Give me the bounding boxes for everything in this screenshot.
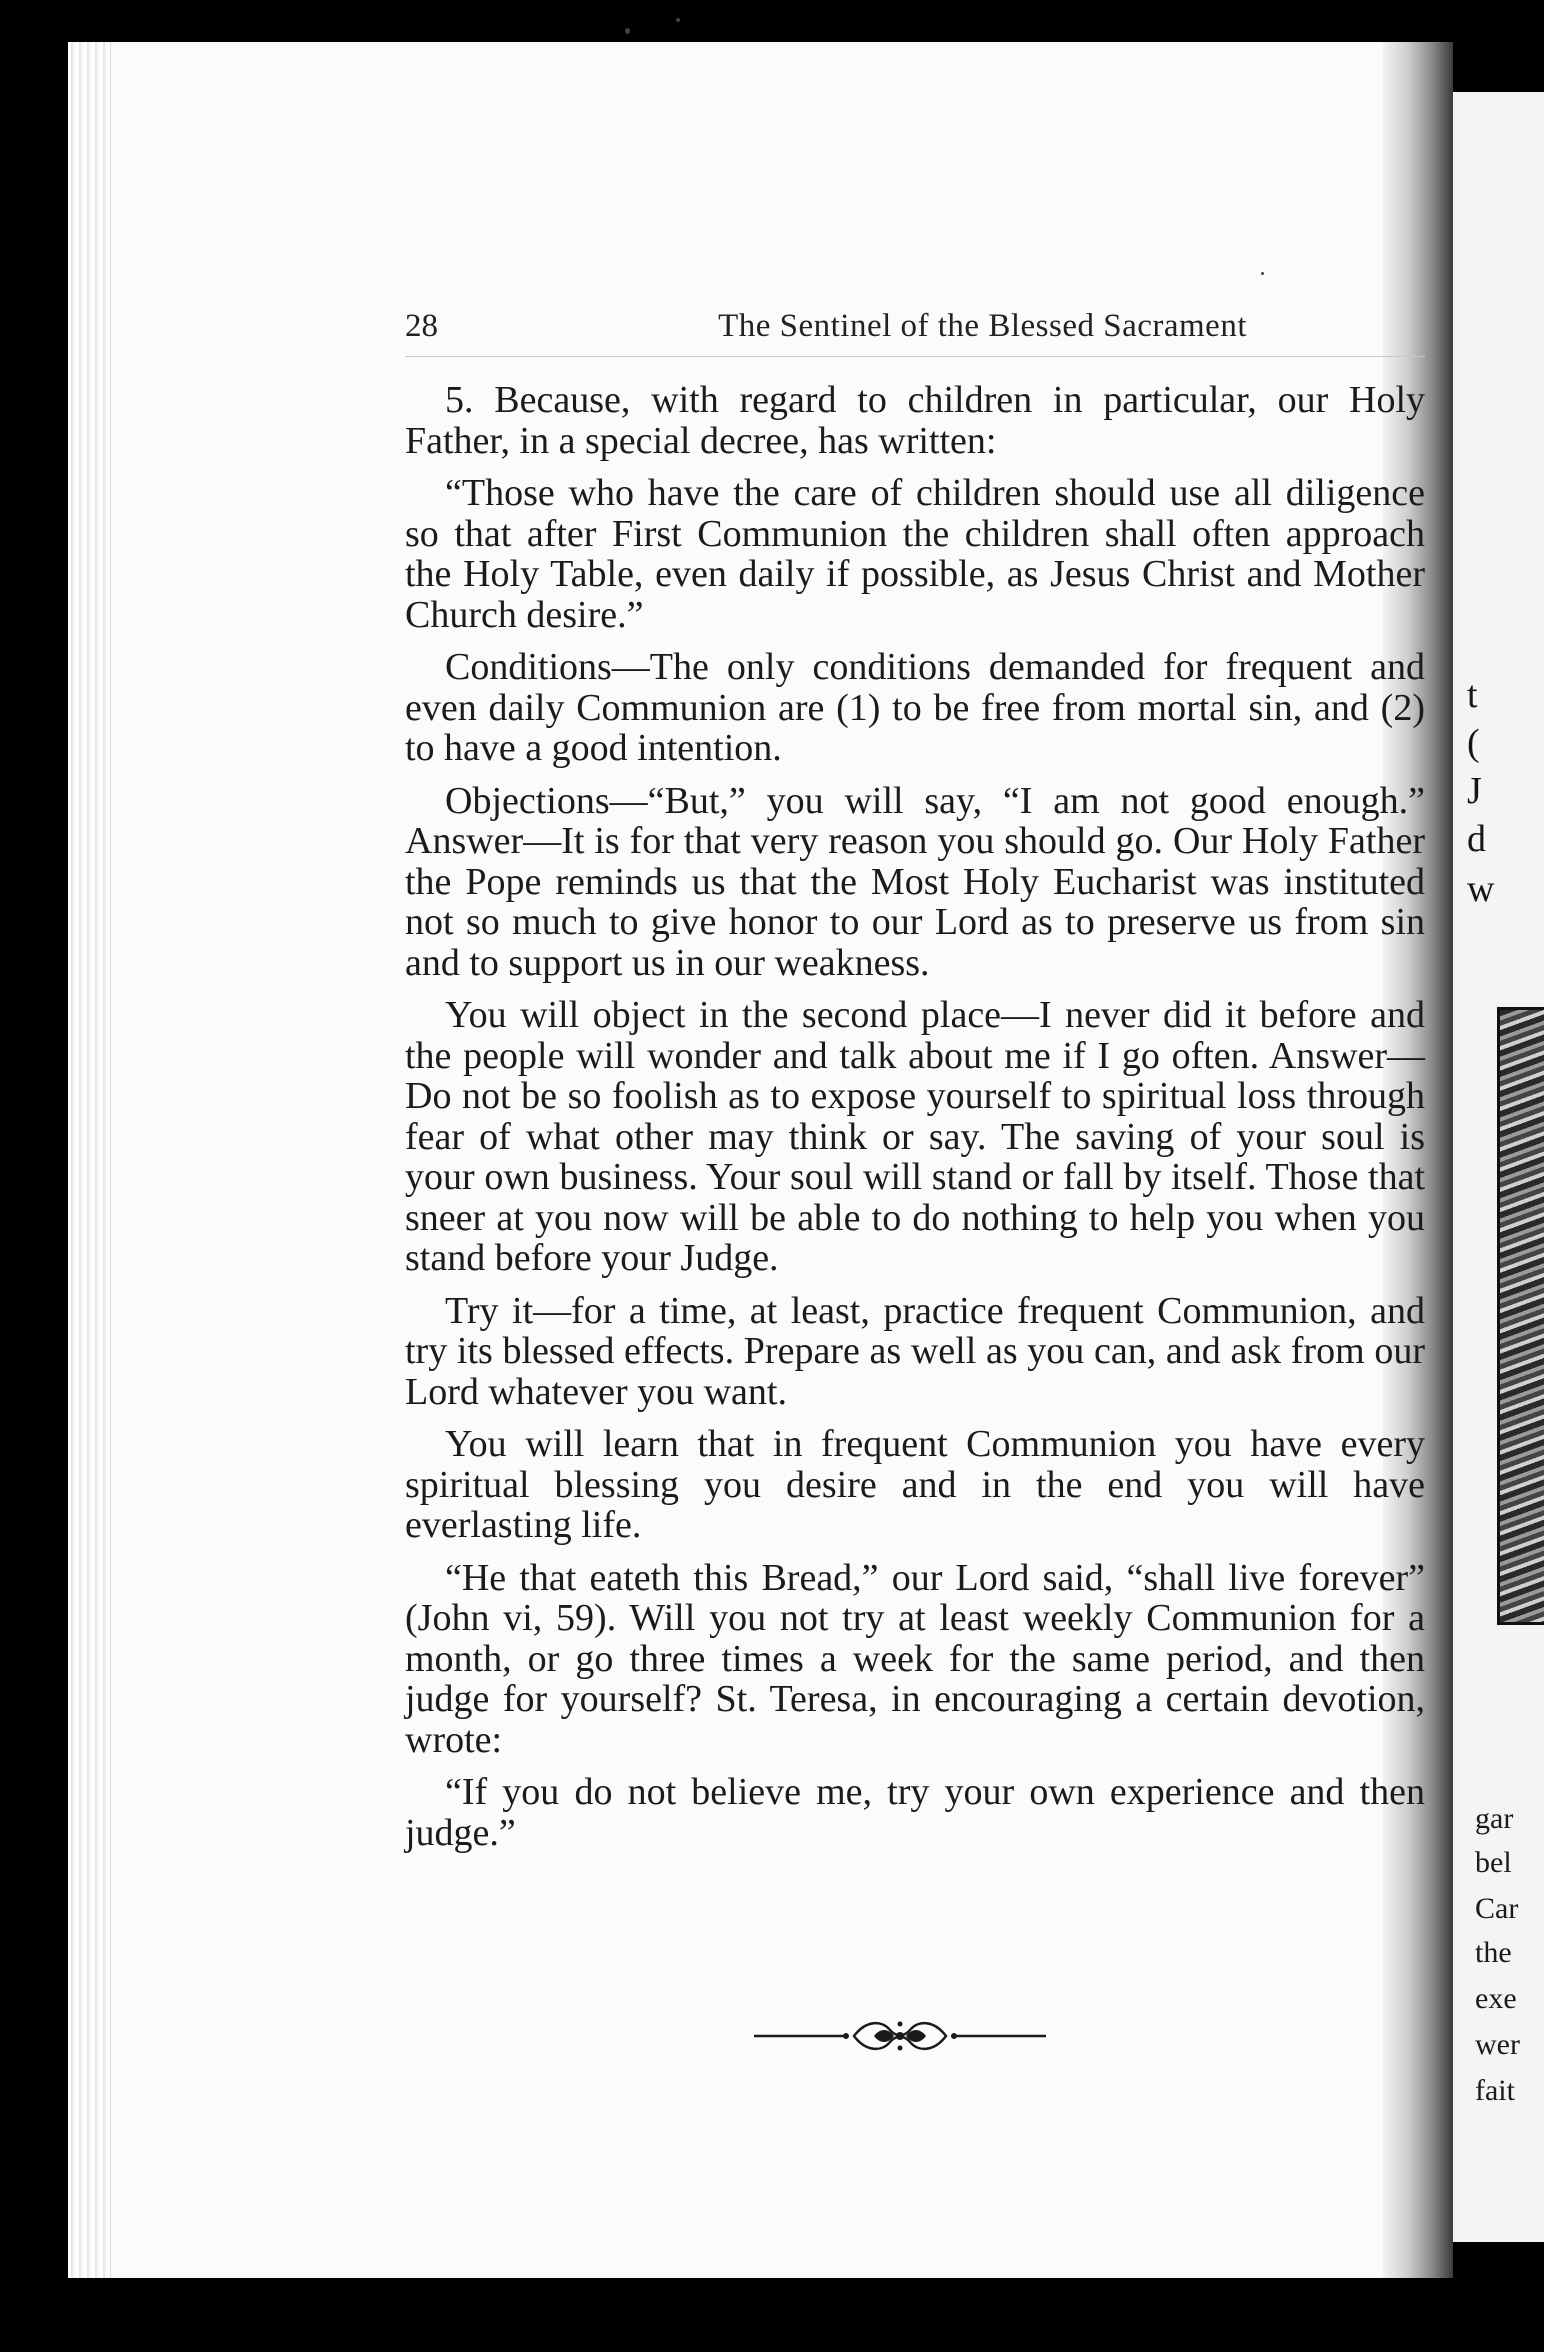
body-text	[405, 380, 1425, 1865]
speck	[625, 28, 630, 34]
facing-page-fragment: bel	[1475, 1846, 1512, 1879]
facing-page-fragment: w	[1467, 868, 1495, 910]
paragraph: “If you do not believe me, try your own experience and then judge.”	[405, 1771, 1425, 1854]
facing-page-fragment: J	[1467, 770, 1482, 812]
running-header	[405, 308, 1247, 348]
facing-page-fragment: fait	[1475, 2074, 1515, 2107]
paragraph: 5. Because, with regard to children in particular, our Holy Father, in a special decree, has written:	[405, 379, 1425, 462]
end-ornament-icon	[754, 2016, 1046, 2056]
facing-page	[1453, 92, 1544, 2242]
paragraph: “Those who have the care of children should use all diligence so that after First Communion the children shall often approach the Holy Table, even daily if possible, as Jesus Christ and Mother Church desire.”	[405, 472, 1425, 636]
running-title: The Sentinel of the Blessed Sacrament	[718, 308, 1247, 344]
facing-page-fragment: wer	[1475, 2028, 1520, 2061]
paragraph: “He that eateth this Bread,” our Lord said, “shall live forever” (John vi, 59). Will you not try at least weekly Communion for a month, or go three times a week for the same period, and then judge for yourself? St. Teresa, in encouraging a certain devotion, wrote:	[405, 1556, 1425, 1761]
facing-page-fragment: the	[1475, 1936, 1512, 1969]
facing-page-fragment: Car	[1475, 1892, 1519, 1925]
paragraph: Objections—“But,” you will say, “I am not good enough.” Answer—It is for that very reason you should go. Our Holy Father the Pope reminds us that the Most Holy Eucharist was instituted not so much to give honor to our Lord as to preserve us from sin and to support us in our weakness.	[405, 779, 1425, 984]
paragraph: You will learn that in frequent Communion you have every spiritual blessing you desire and in the end you will have everlasting life.	[405, 1423, 1425, 1546]
speck	[676, 18, 680, 22]
facing-page-fragment: exe	[1475, 1982, 1517, 2015]
paragraph: Try it—for a time, at least, practice frequent Communion, and try its blessed effects. Prepare as well as you can, and ask from our Lord whatever you want.	[405, 1289, 1425, 1413]
speck	[1261, 272, 1264, 275]
facing-page-fragment: (	[1467, 722, 1480, 764]
facing-page-illustration	[1497, 1007, 1544, 1625]
facing-page-fragment: t	[1467, 674, 1478, 716]
facing-page-fragment: gar	[1475, 1802, 1514, 1835]
page-edges	[68, 42, 111, 2278]
facing-page-fragment: d	[1467, 818, 1486, 860]
page-number: 28	[405, 308, 438, 344]
header-rule	[405, 356, 1425, 357]
paragraph: Conditions—The only conditions demanded for frequent and even daily Communion are (1) to be free from mortal sin, and (2) to have a good intention.	[405, 646, 1425, 769]
paragraph: You will object in the second place—I never did it before and the people will wonder and talk about me if I go often. Answer—Do not be so foolish as to expose yourself to spiritual loss through fear of what other may think or say. The saving of your soul is your own business. Your soul will stand or fall by itself. Those that sneer at you now will be able to do nothing to help you when you stand before your Judge.	[405, 994, 1425, 1279]
